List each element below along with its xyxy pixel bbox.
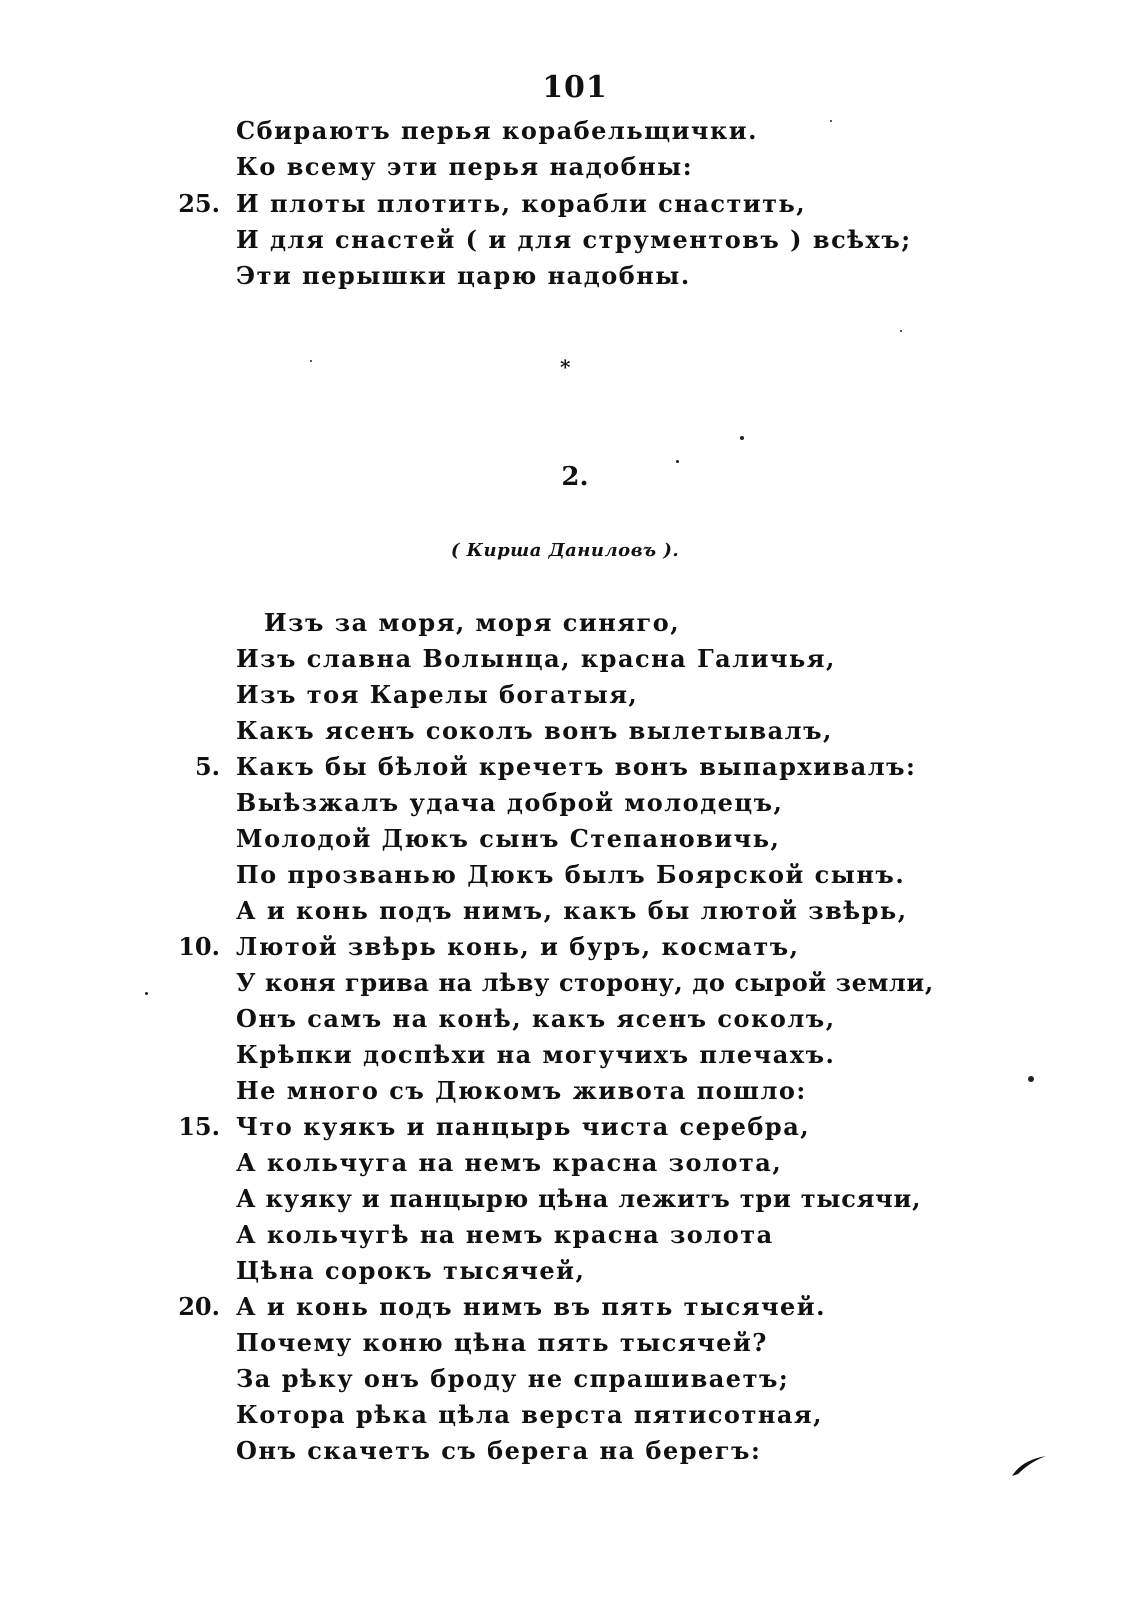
verse-line: Какъ бы бѣлой кречетъ вонъ выпархивалъ:: [236, 752, 917, 781]
verse-line: Крѣпки доспѣхи на могучихъ плечахъ.: [236, 1040, 836, 1069]
verse-line: Ко всему эти перья надобны:: [236, 152, 694, 181]
verse-line: Почему коню цѣна пять тысячей?: [236, 1328, 768, 1357]
verse-line: Изъ за моря, моря синяго,: [264, 608, 681, 637]
scan-speck: [145, 992, 148, 995]
verse-line: А и конь подъ нимъ въ пять тысячей.: [236, 1292, 826, 1321]
line-number: 15.: [178, 1112, 220, 1141]
verse-line: А кольчугѣ на немъ красна золота: [236, 1220, 774, 1249]
verse-line: Сбираютъ перья корабельщички.: [236, 116, 758, 145]
line-number: 25.: [178, 189, 220, 218]
scan-speck: [676, 460, 679, 463]
line-number: 10.: [178, 932, 220, 961]
verse-line: Онъ скачетъ съ берега на берегъ:: [236, 1436, 762, 1465]
scan-speck: [900, 330, 902, 332]
verse-line: Выѣзжалъ удача доброй молодецъ,: [236, 788, 784, 817]
verse-line: У коня грива на лѣву сторону, до сырой земли,: [236, 968, 934, 997]
verse-line: Изъ славна Волынца, красна Галичья,: [236, 644, 836, 673]
verse-line: За рѣку онъ броду не спрашиваетъ;: [236, 1364, 790, 1393]
verse-line: И для снастей ( и для струментовъ ) всѣхъ;: [236, 225, 912, 254]
verse-line: Изъ тоя Карелы богатыя,: [236, 680, 639, 709]
verse-line: А и конь подъ нимъ, какъ бы лютой звѣрь,: [236, 896, 908, 925]
verse-line: Лютой звѣрь конь, и буръ, косматъ,: [236, 932, 800, 961]
verse-line: Онъ самъ на конѣ, какъ ясенъ соколъ,: [236, 1004, 836, 1033]
verse-line: Какъ ясенъ соколъ вонъ вылетывалъ,: [236, 716, 833, 745]
verse-line: И плоты плотить, корабли снастить,: [236, 189, 807, 218]
scan-speck: [310, 360, 312, 362]
verse-line: Молодой Дюкъ сынъ Степановичь,: [236, 824, 781, 853]
verse-line: Эти перышки царю надобны.: [236, 261, 691, 290]
scan-speck: [740, 436, 744, 440]
section-ornament: *: [560, 355, 571, 379]
verse-line: Что куякъ и панцырь чиста серебра,: [236, 1112, 811, 1141]
scan-mark: [1010, 1450, 1050, 1480]
verse-line: Цѣна сорокъ тысячей,: [236, 1256, 586, 1285]
verse-line: Котора рѣка цѣла верста пятисотная,: [236, 1400, 824, 1429]
verse-line: А кольчуга на немъ красна золота,: [236, 1148, 783, 1177]
page-number: 101: [542, 70, 608, 105]
section-number: 2.: [561, 462, 589, 492]
verse-line: По прозванью Дюкъ былъ Боярской сынъ.: [236, 860, 906, 889]
scan-speck: [830, 120, 832, 122]
scan-speck: [1028, 1076, 1034, 1082]
source-attribution: ( Кирша Даниловъ ).: [450, 540, 680, 561]
line-number: 20.: [178, 1292, 220, 1321]
verse-line: А куяку и панцырю цѣна лежитъ три тысячи,: [236, 1184, 922, 1213]
verse-line: Не много съ Дюкомъ живота пошло:: [236, 1076, 807, 1105]
line-number: 5.: [194, 752, 220, 781]
